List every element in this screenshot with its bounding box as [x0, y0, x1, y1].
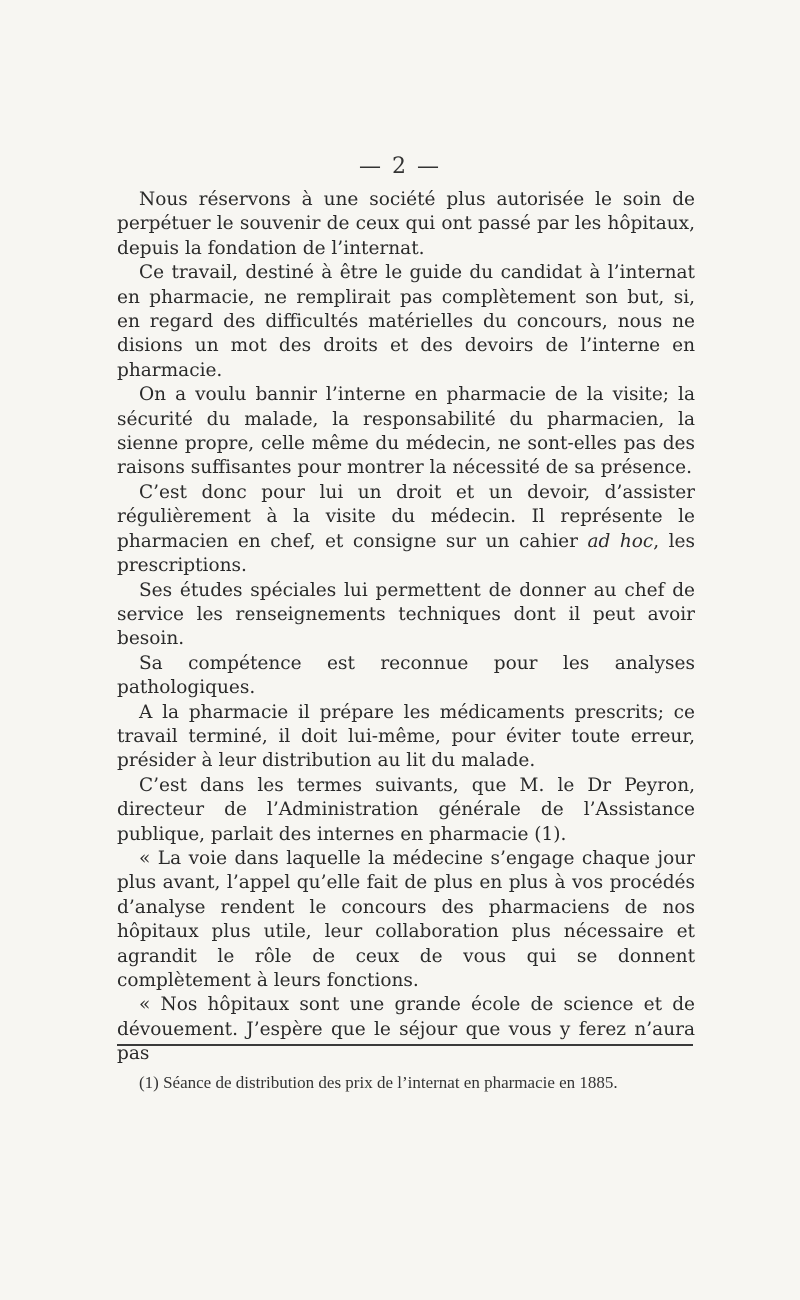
- paragraph-8: C’est dans les termes suivants, que M. le Dr Peyron, directeur de l’Administration générale de l’Assistance publique, parlait des internes en pharmacie (1).: [117, 774, 695, 845]
- paragraph-4-text: C’est donc pour lui un droit et un devoir, d’assister régulièrement à la visite du médecin. Il représente le pharmacien en chef, et consigne sur un cahier: [117, 481, 695, 552]
- page-number: — 2 —: [359, 154, 441, 179]
- body-text: [117, 188, 695, 1067]
- paragraph-3: On a voulu bannir l’interne en pharmacie de la visite; la sécurité du malade, la responsabilité du pharmacien, la sienne propre, celle même du médecin, ne sont-elles pas des raisons suffisantes pour montrer la nécessité de sa présence.: [117, 384, 695, 479]
- paragraph-5: Ses études spéciales lui permettent de donner au chef de service les renseignements techniques dont il peut avoir besoin.: [117, 579, 695, 650]
- footnote-divider: [117, 1044, 693, 1046]
- italic-ad-hoc: ad hoc: [587, 530, 654, 552]
- paragraph-2: Ce travail, destiné à être le guide du candidat à l’internat en pharmacie, ne remplirait pas complètement son but, si, en regard des difficultés matérielles du concours, nous ne disions un mot des droits et des devoirs de l’interne en pharmacie.: [117, 262, 695, 381]
- paragraph-4: [117, 481, 695, 579]
- paragraph-6: Sa compétence est reconnue pour les analyses pathologiques.: [117, 652, 695, 699]
- paragraph-9: « La voie dans laquelle la médecine s’engage chaque jour plus avant, l’appel qu’elle fait de plus en plus à vos procédés d’analyse rendent le concours des pharmaciens de nos hôpitaux plus utile, leur collaboration plus nécessaire et agrandit le rôle de ceux de vous qui se donnent complètement à leurs fonctions.: [117, 847, 695, 991]
- paragraph-10: « Nos hôpitaux sont une grande école de science et de dévouement. J’espère que le séjour que vous y ferez n’aura pas: [117, 994, 695, 1065]
- paragraph-1: Nous réservons à une société plus autorisée le soin de perpétuer le souvenir de ceux qui ont passé par les hôpitaux, depuis la fondation de l’internat.: [117, 189, 695, 259]
- paragraph-7: A la pharmacie il prépare les médicaments prescrits; ce travail terminé, il doit lui-même, pour éviter toute erreur, présider à leur distribution au lit du malade.: [117, 701, 695, 772]
- footnote: (1) Séance de distribution des prix de l’internat en pharmacie en 1885.: [139, 1073, 618, 1092]
- paragraph-4-tail: , les prescriptions.: [117, 530, 695, 577]
